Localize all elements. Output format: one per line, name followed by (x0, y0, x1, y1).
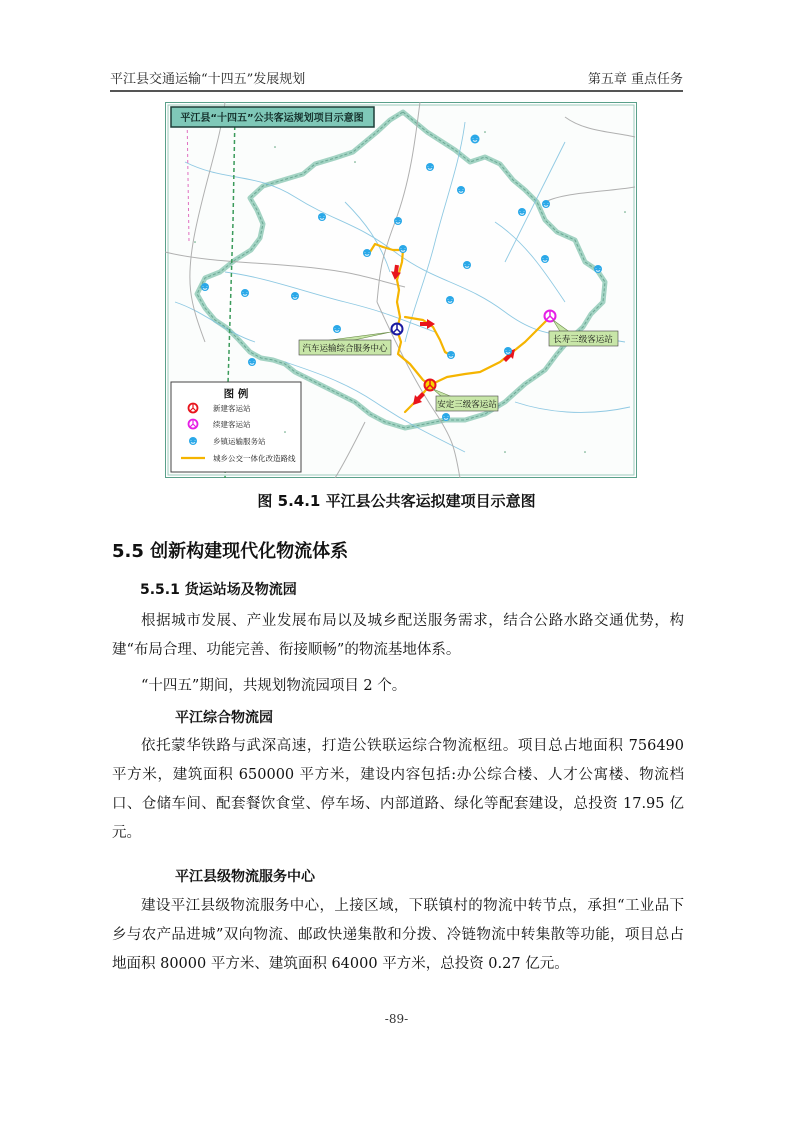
town-service-station-marker (333, 325, 341, 333)
continued-station-icon (189, 420, 198, 429)
legend-title: 图 例 (223, 388, 249, 400)
intro-paragraph: 根据城市发展、产业发展布局以及城乡配送服务需求，结合公路水路交通优势，构建“布局合理、功能完善、衔接顺畅”的物流基地体系。 (112, 613, 684, 658)
town-service-station-marker (363, 249, 371, 257)
town-service-station-marker (457, 186, 465, 194)
town-service-station-marker (248, 358, 256, 366)
anding-new-station-marker (425, 380, 436, 391)
project-text-logistics-park: 依托蒙华铁路与武深高速，打造公铁联运综合物流枢纽。项目总占地面积 756490 平方米，建筑面积 650000 平方米，建设内容包括:办公综合楼、人才公寓楼、物流档口、仓储车间、配套餐饮食堂、停车场、内部道路、绿化等配套建设，总投资 17.95 亿元。 (112, 738, 684, 841)
transit-plan-map (165, 102, 637, 478)
town-service-station-marker (541, 255, 549, 263)
map-title: 平江县“十四五”公共客运规划项目示意图 (180, 113, 364, 124)
town-service-station-marker (594, 265, 602, 273)
map-legend (171, 382, 301, 472)
changshou-continued-station-marker (545, 311, 556, 322)
town-service-station-marker (504, 347, 512, 355)
new-station-icon (189, 404, 198, 413)
town-service-station-marker (426, 163, 434, 171)
callout-central-label: 汽车运输综合服务中心 (302, 344, 388, 354)
legend-label-route: 城乡公交一体化改造路线 (213, 454, 296, 463)
subsection-heading: 5.5.1 货运站场及物流园 (140, 582, 297, 598)
town-service-station-marker (201, 283, 209, 291)
town-service-station-marker (318, 213, 326, 221)
map-title-box (171, 107, 374, 127)
town-service-station-marker (291, 292, 299, 300)
project-heading-logistics-center: 平江县级物流服务中心 (175, 869, 315, 885)
callout-anding-label: 安定三级客运站 (437, 400, 497, 410)
town-service-station-marker (446, 296, 454, 304)
town-service-station-marker (518, 208, 526, 216)
count-paragraph: “十四五”期间，共规划物流园项目 2 个。 (141, 678, 407, 694)
town-service-station-icon (189, 437, 197, 445)
callout-changshou-label: 长寿三级客运站 (553, 335, 613, 345)
page-number: -89- (384, 1012, 409, 1026)
town-service-station-marker (241, 289, 249, 297)
town-service-station-marker (471, 135, 479, 143)
document-header-chapter: 第五章 重点任务 (587, 72, 683, 87)
town-service-station-marker (542, 200, 550, 208)
legend-label-town-station: 乡镇运输服务站 (213, 437, 266, 446)
section-heading: 5.5 创新构建现代化物流体系 (112, 541, 349, 562)
town-service-station-marker (394, 217, 402, 225)
header-divider (110, 90, 683, 92)
town-service-station-marker (447, 351, 455, 359)
town-service-station-marker (399, 245, 407, 253)
project-heading-logistics-park: 平江综合物流园 (175, 710, 273, 726)
document-header-title: 平江县交通运输“十四五”发展规划 (110, 72, 306, 87)
figure-caption: 图 5.4.1 平江县公共客运拟建项目示意图 (257, 492, 536, 510)
central-station-marker (392, 324, 403, 335)
legend-label-continued-station: 续建客运站 (213, 420, 251, 429)
legend-label-new-station: 新建客运站 (213, 404, 251, 413)
town-service-station-marker (463, 261, 471, 269)
town-service-station-marker (442, 413, 450, 421)
project-text-logistics-center: 建设平江县级物流服务中心，上接区域，下联镇村的物流中转节点，承担“工业品下乡与农产品进城”双向物流、邮政快递集散和分拨、冷链物流中转集散等功能，项目总占地面积 80000 平方米、建筑面积 64000 平方米，总投资 0.27 亿元。 (112, 898, 684, 972)
